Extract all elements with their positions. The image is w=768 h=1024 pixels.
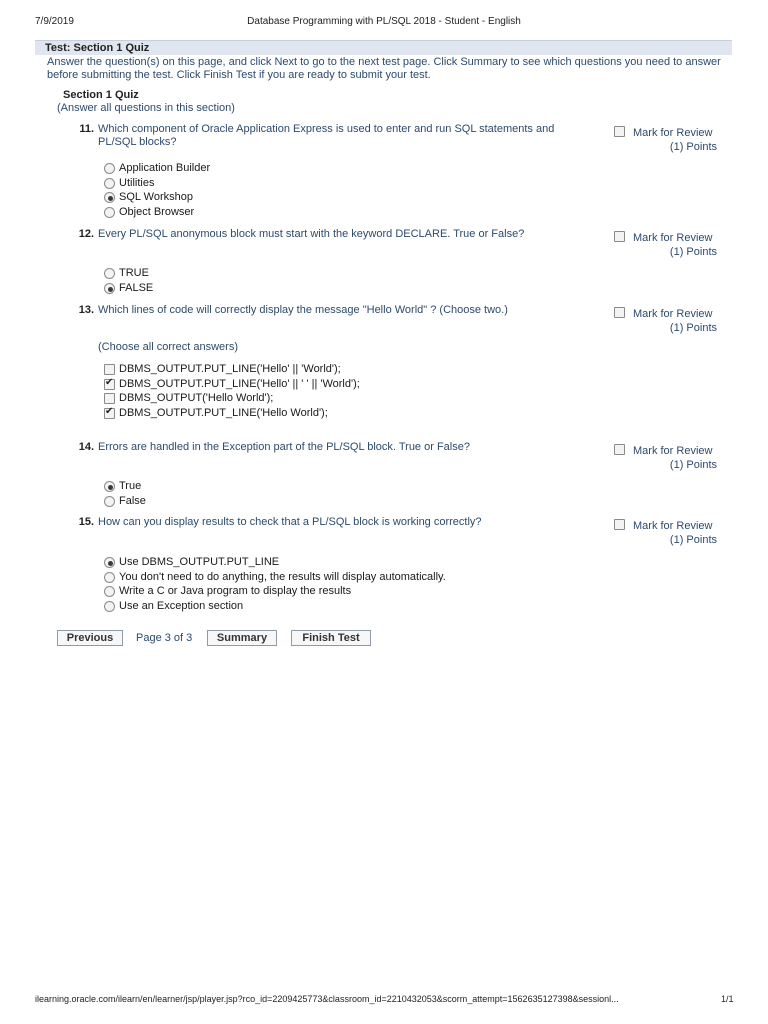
mark-for-review-label: Mark for Review — [633, 445, 713, 457]
print-title: Database Programming with PL/SQL 2018 - Student - English — [247, 16, 521, 27]
checkmark-icon: ✔ — [105, 406, 114, 417]
answer-label: DBMS_OUTPUT.PUT_LINE('Hello' || ' ' || 'World'); — [119, 378, 360, 390]
question-points: (1) Points — [669, 534, 717, 546]
radio-unselected[interactable] — [104, 586, 115, 597]
radio-selected[interactable] — [104, 557, 115, 568]
mark-for-review-checkbox[interactable] — [614, 444, 625, 455]
radio-unselected[interactable] — [104, 163, 115, 174]
question-number: 15. — [78, 516, 94, 528]
print-header — [0, 16, 768, 32]
question-number: 12. — [78, 228, 94, 240]
radio-unselected[interactable] — [104, 268, 115, 279]
mark-for-review-label: Mark for Review — [633, 520, 713, 532]
quiz-title-bar — [35, 40, 732, 55]
answer-label: DBMS_OUTPUT.PUT_LINE('Hello World'); — [119, 407, 328, 419]
question-text: Which component of Oracle Application Express is used to enter and run SQL statements and PL/SQL blocks? — [98, 123, 555, 148]
mark-for-review-label: Mark for Review — [633, 308, 713, 320]
choose-all-note: (Choose all correct answers) — [98, 341, 238, 353]
question-text: Every PL/SQL anonymous block must start with the keyword DECLARE. True or False? — [98, 228, 525, 240]
radio-selected[interactable] — [104, 192, 115, 203]
radio-selected[interactable] — [104, 283, 115, 294]
question-number: 13. — [78, 304, 94, 316]
finish-test-button[interactable]: Finish Test — [291, 630, 371, 646]
answer-label: Object Browser — [119, 206, 195, 218]
checkbox-unchecked[interactable] — [104, 393, 115, 404]
mark-for-review-checkbox[interactable] — [614, 519, 625, 530]
mark-for-review-label: Mark for Review — [633, 127, 713, 139]
radio-unselected[interactable] — [104, 601, 115, 612]
question-text: Which lines of code will correctly display the message "Hello World" ? (Choose two.) — [98, 304, 508, 316]
question-points: (1) Points — [669, 322, 717, 334]
page-indicator: Page 3 of 3 — [136, 632, 193, 644]
checkbox-checked[interactable] — [104, 408, 115, 419]
checkbox-unchecked[interactable] — [104, 364, 115, 375]
answer-label: True — [119, 480, 142, 492]
radio-unselected[interactable] — [104, 572, 115, 583]
print-page-count: 1/1 — [721, 994, 734, 1004]
question-points: (1) Points — [669, 246, 717, 258]
answer-label: SQL Workshop — [119, 191, 193, 203]
mark-for-review-checkbox[interactable] — [614, 231, 625, 242]
question-number: 14. — [78, 441, 94, 453]
answer-label: Use DBMS_OUTPUT.PUT_LINE — [119, 556, 280, 568]
answer-label: FALSE — [119, 282, 154, 294]
mark-for-review-checkbox[interactable] — [614, 307, 625, 318]
print-url: ilearning.oracle.com/ilearn/en/learner/jsp/player.jsp?rco_id=2209425773&classroom_id=2210432053&scorm_attempt=1562635127398&sessionl... — [35, 994, 619, 1004]
mark-for-review — [612, 230, 720, 260]
radio-unselected[interactable] — [104, 496, 115, 507]
mark-for-review — [612, 518, 720, 548]
answer-label: You don't need to do anything, the results will display automatically. — [119, 571, 446, 583]
answer-label: False — [119, 495, 146, 507]
print-date: 7/9/2019 — [35, 16, 74, 27]
question-number: 11. — [79, 123, 94, 135]
previous-button[interactable]: Previous — [57, 630, 123, 646]
radio-selected[interactable] — [104, 481, 115, 492]
answer-label: Application Builder — [119, 162, 211, 174]
question-points: (1) Points — [669, 459, 717, 471]
mark-for-review — [612, 443, 720, 473]
quiz-navigation — [57, 630, 397, 648]
answer-label: Write a C or Java program to display the results — [119, 585, 352, 597]
answer-label: Utilities — [119, 177, 155, 189]
answer-label: TRUE — [119, 267, 149, 279]
answer-label: DBMS_OUTPUT('Hello World'); — [119, 392, 274, 404]
radio-unselected[interactable] — [104, 207, 115, 218]
mark-for-review-checkbox[interactable] — [614, 126, 625, 137]
question-text: Errors are handled in the Exception part of the PL/SQL block. True or False? — [98, 441, 470, 453]
answer-label: Use an Exception section — [119, 600, 244, 612]
question-points: (1) Points — [669, 141, 717, 153]
question-text: How can you display results to check that a PL/SQL block is working correctly? — [98, 516, 482, 528]
quiz-title: Test: Section 1 Quiz — [45, 42, 150, 54]
answer-label: DBMS_OUTPUT.PUT_LINE('Hello' || 'World'); — [119, 363, 341, 375]
radio-unselected[interactable] — [104, 178, 115, 189]
mark-for-review — [612, 306, 720, 336]
checkbox-checked[interactable] — [104, 379, 115, 390]
quiz-instructions: Answer the question(s) on this page, and click Next to go to the next test page. Click Summary to see which questions you need to answer before submitting the test. Click Finish Test if you are ready to submit your test. — [47, 56, 721, 81]
mark-for-review — [612, 125, 720, 155]
mark-for-review-label: Mark for Review — [633, 232, 713, 244]
section-title: Section 1 Quiz — [63, 89, 139, 101]
section-subtitle: (Answer all questions in this section) — [57, 102, 235, 114]
summary-button[interactable]: Summary — [207, 630, 277, 646]
checkmark-icon: ✔ — [105, 377, 114, 388]
